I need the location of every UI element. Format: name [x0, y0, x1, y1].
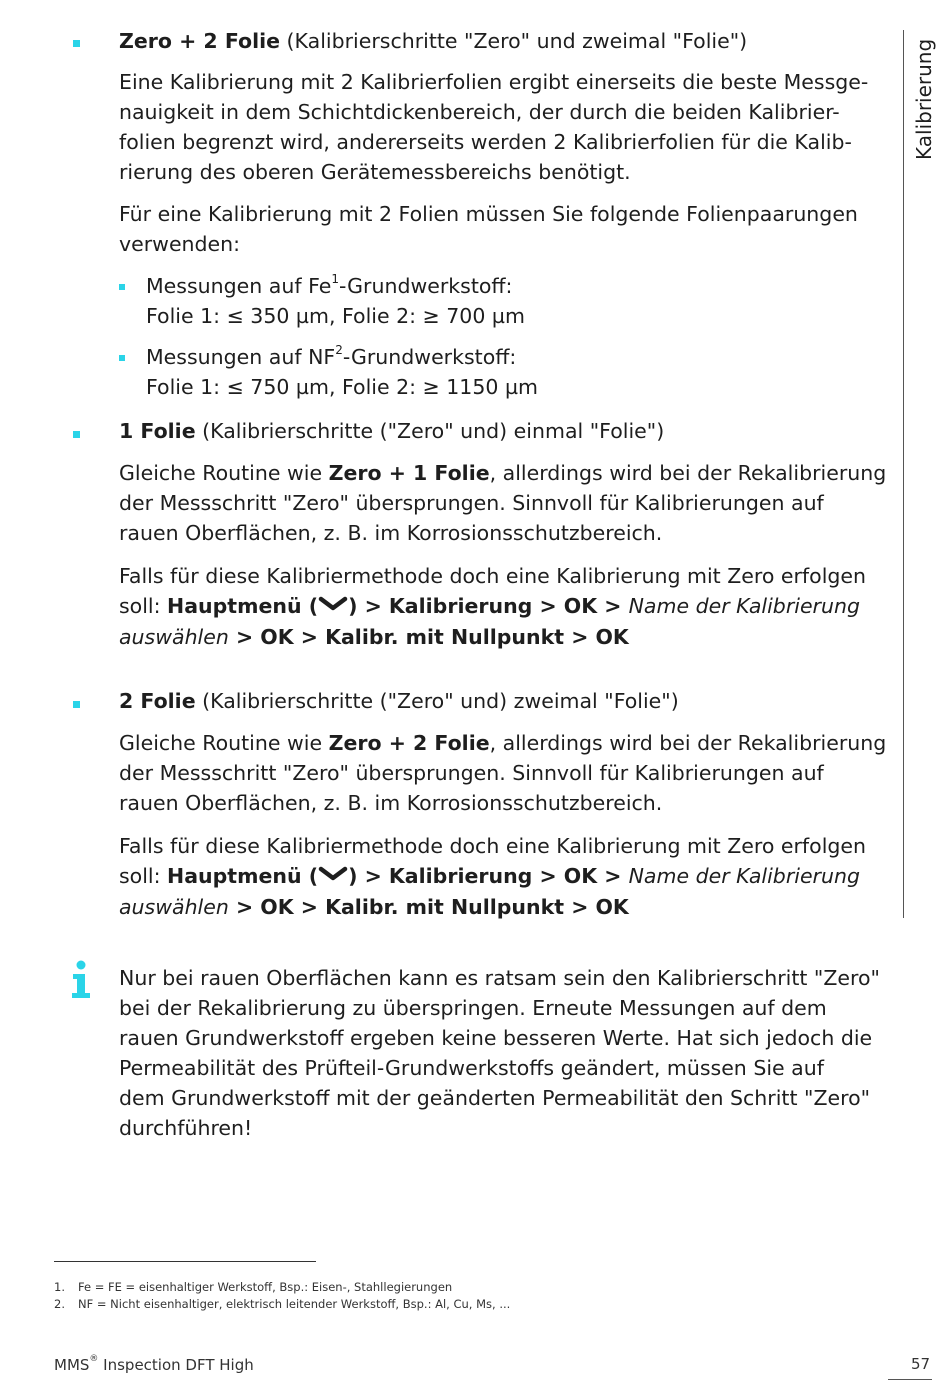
sub-item-values: Folie 1: ≤ 350 µm, Folie 2: ≥ 700 µm [146, 304, 525, 328]
footnote-number: 2. [54, 1297, 65, 1311]
text-line: Falls für diese Kalibriermethode doch eine Kalibrierung mit Zero erfolgen [119, 564, 867, 588]
paragraph-2-folie-menu-path [119, 831, 889, 922]
text-italic: auswählen [119, 625, 229, 649]
footnote-1 [54, 1279, 452, 1295]
bullet-marker [73, 40, 80, 47]
text-italic: auswählen [119, 895, 229, 919]
footnote-text: NF = Nicht eisenhaltiger, elektrisch leitender Werkstoff, Bsp.: Al, Cu, Ms, ... [78, 1297, 511, 1311]
text-line [119, 728, 889, 758]
text-bold: Hauptmenü ( [167, 594, 319, 618]
sub-item-title [146, 342, 886, 372]
footnote-divider [54, 1261, 316, 1262]
heading-rest: (Kalibrierschritte ("Zero" und) einmal "Folie") [195, 419, 665, 443]
heading-bold: Zero + 2 Folie [119, 29, 281, 53]
text-line: folien begrenzt wird, andererseits werden 2 Kalibrierfolien für die Kalib- [119, 130, 852, 154]
text-line: der Messschritt "Zero" übersprungen. Sinnvoll für Kalibrierungen auf [119, 761, 824, 785]
registered-mark: ® [89, 1354, 99, 1364]
footnote-number: 1. [54, 1280, 65, 1294]
sub-item-prefix: Messungen auf NF [146, 345, 336, 369]
text-italic: Name der Kalibrierung [628, 864, 860, 888]
sub-bullet-marker [119, 355, 125, 361]
chevron-down-icon [318, 860, 348, 890]
heading-zero-2-folie [119, 26, 889, 56]
footnote-ref: 2 [335, 343, 343, 358]
text-bold: Zero + 2 Folie [328, 731, 490, 755]
text-line: bei der Rekalibrierung zu überspringen. Erneute Messungen auf dem [119, 996, 827, 1020]
sub-item-nf [146, 342, 886, 402]
info-icon [68, 960, 94, 1000]
side-tab-label: Kalibrierung [912, 38, 936, 160]
text-line: Permeabilität des Prüfteil-Grundwerkstoffs geändert, müssen Sie auf [119, 1056, 824, 1080]
paragraph-zero-2-intro [119, 67, 889, 187]
text-line: Falls für diese Kalibriermethode doch eine Kalibrierung mit Zero erfolgen [119, 834, 867, 858]
text-bold: > OK > Kalibr. mit Nullpunkt > OK [228, 625, 629, 649]
sub-item-suffix: -Grundwerkstoff: [339, 274, 513, 298]
text-line: Für eine Kalibrierung mit 2 Folien müssen Sie folgende Folienpaarungen [119, 202, 858, 226]
footnote-2 [54, 1296, 510, 1312]
text-run: Gleiche Routine wie [119, 731, 329, 755]
sub-item-suffix: -Grundwerkstoff: [342, 345, 517, 369]
sub-item-prefix: Messungen auf Fe [146, 274, 332, 298]
text-line: rauen Grundwerkstoff ergeben keine besseren Werte. Hat sich jedoch die [119, 1026, 873, 1050]
page-number-rule [888, 1379, 932, 1380]
text-run: Gleiche Routine wie [119, 461, 329, 485]
heading-rest: (Kalibrierschritte "Zero" und zweimal "Folie") [280, 29, 748, 53]
heading-bold: 1 Folie [119, 419, 196, 443]
text-line: durchführen! [119, 1116, 253, 1140]
text-line [119, 861, 889, 892]
product-name-part: Inspection DFT High [98, 1356, 254, 1374]
text-line: rierung des oberen Gerätemessbereichs benötigt. [119, 160, 631, 184]
text-run: soll: [119, 594, 168, 618]
text-line: dem Grundwerkstoff mit der geänderten Permeabilität den Schritt "Zero" [119, 1086, 871, 1110]
info-note-text [119, 963, 889, 1143]
text-line [119, 892, 889, 922]
footer-product-name [54, 1356, 254, 1374]
text-line: rauen Oberflächen, z. B. im Korrosionsschutzbereich. [119, 521, 663, 545]
heading-2-folie [119, 686, 889, 716]
text-bold: Zero + 1 Folie [328, 461, 490, 485]
text-run: , allerdings wird bei der Rekalibrierung [489, 731, 887, 755]
text-line: der Messschritt "Zero" übersprungen. Sinnvoll für Kalibrierungen auf [119, 491, 824, 515]
bullet-marker [73, 701, 80, 708]
sub-item-fe [146, 271, 886, 331]
text-line: verwenden: [119, 232, 241, 256]
text-line [119, 622, 889, 652]
paragraph-2-folie-routine [119, 728, 889, 818]
text-bold: Hauptmenü ( [167, 864, 319, 888]
page-number: 57 [911, 1355, 931, 1373]
text-bold: ) > Kalibrierung > OK > [348, 864, 629, 888]
footnote-ref: 1 [331, 272, 339, 287]
product-name-part: MMS [54, 1356, 90, 1374]
text-bold: > OK > Kalibr. mit Nullpunkt > OK [228, 895, 629, 919]
text-line: nauigkeit in dem Schichtdickenbereich, der durch die beiden Kalibrier- [119, 100, 840, 124]
text-bold: ) > Kalibrierung > OK > [348, 594, 629, 618]
heading-1-folie [119, 416, 889, 446]
text-line: rauen Oberflächen, z. B. im Korrosionsschutzbereich. [119, 791, 663, 815]
heading-bold: 2 Folie [119, 689, 196, 713]
text-run: soll: [119, 864, 168, 888]
sub-item-title [146, 271, 886, 301]
footnote-text: Fe = FE = eisenhaltiger Werkstoff, Bsp.: Eisen-, Stahllegierungen [78, 1280, 453, 1294]
text-line: Eine Kalibrierung mit 2 Kalibrierfolien ergibt einerseits die beste Messge- [119, 70, 869, 94]
side-rule [903, 30, 904, 918]
text-line: Nur bei rauen Oberflächen kann es ratsam sein den Kalibrierschritt "Zero" [119, 966, 880, 990]
paragraph-1-folie-routine [119, 458, 889, 548]
heading-rest: (Kalibrierschritte ("Zero" und) zweimal "Folie") [195, 689, 679, 713]
chevron-down-icon [318, 590, 348, 620]
text-italic: Name der Kalibrierung [628, 594, 860, 618]
text-line [119, 458, 889, 488]
sub-item-values: Folie 1: ≤ 750 µm, Folie 2: ≥ 1150 µm [146, 375, 538, 399]
text-run: , allerdings wird bei der Rekalibrierung [489, 461, 887, 485]
text-line [119, 591, 889, 622]
bullet-marker [73, 431, 80, 438]
paragraph-zero-2-pairings [119, 199, 889, 259]
paragraph-1-folie-menu-path [119, 561, 889, 652]
sub-bullet-marker [119, 284, 125, 290]
